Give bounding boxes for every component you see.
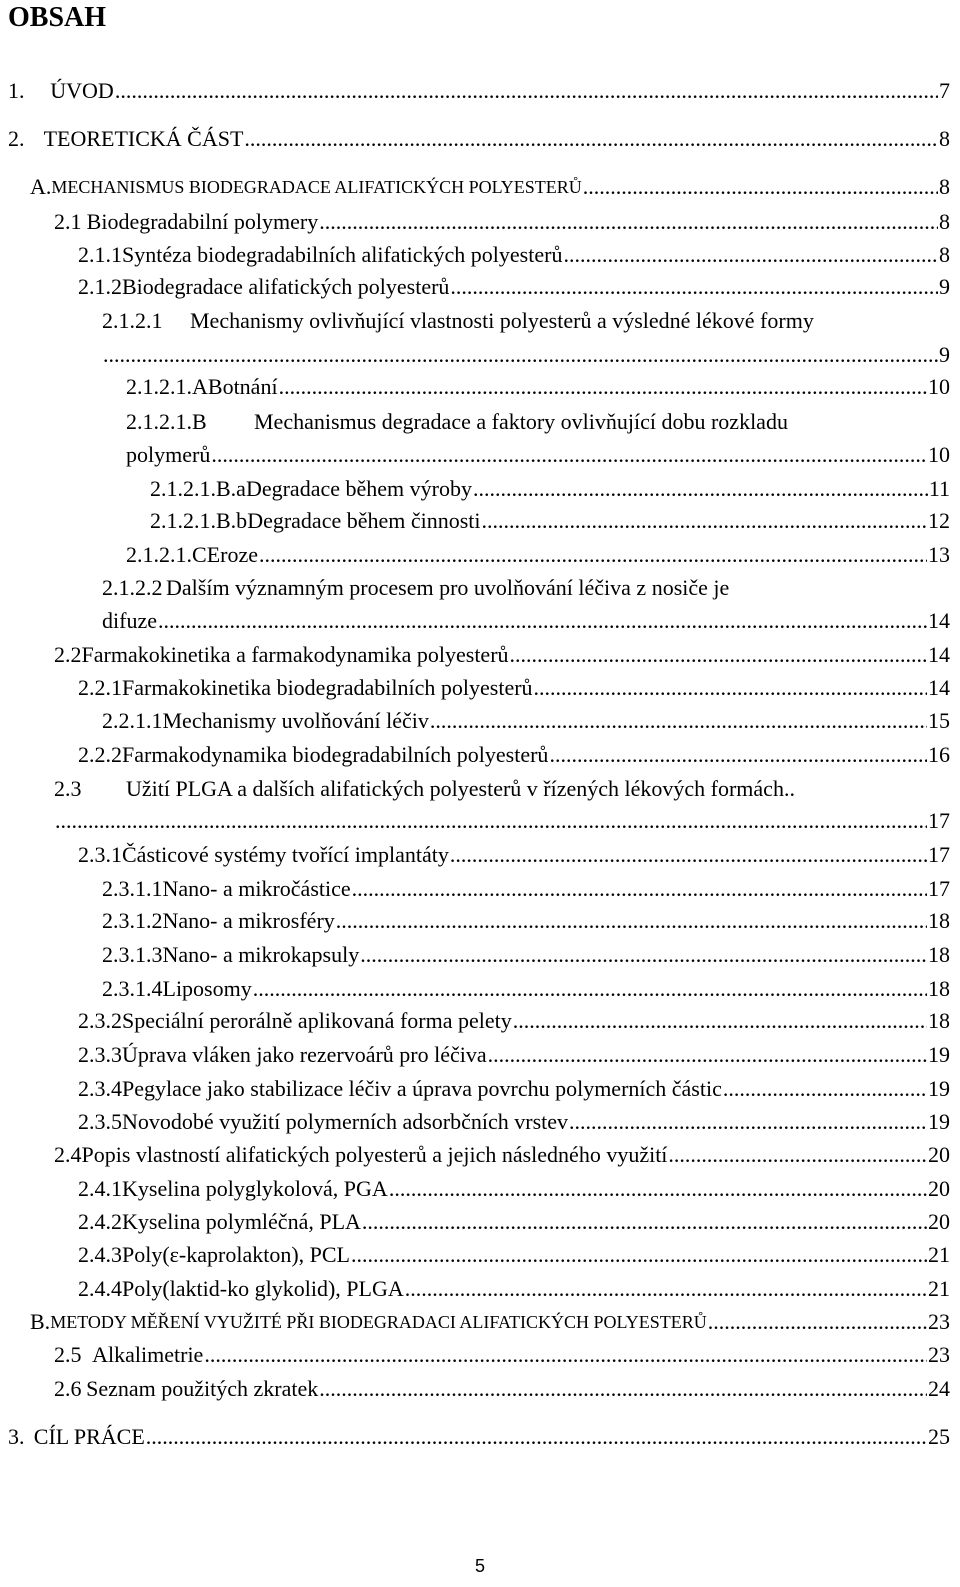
toc-number: 2.1.2.1.B.a: [150, 476, 246, 501]
toc-entry[interactable]: [150, 502, 950, 534]
toc-entry-continuation[interactable]: [54, 802, 950, 834]
toc-page-number: 9: [939, 274, 950, 299]
toc-number: 2.3.2: [78, 1008, 122, 1033]
toc-entry[interactable]: [78, 1203, 950, 1235]
dot-leader: [336, 908, 927, 934]
dot-leader: [549, 742, 927, 768]
toc-entry[interactable]: [102, 970, 950, 1002]
toc-page-number: 8: [939, 209, 950, 234]
toc-page-number: 14: [928, 608, 950, 633]
toc-page-number: 21: [928, 1242, 950, 1267]
toc-number: 2.2.1.1: [102, 708, 163, 733]
toc-entry[interactable]: [54, 1336, 950, 1368]
toc-number: 2.3.1.2: [102, 908, 163, 933]
dot-leader: [708, 1309, 927, 1335]
toc-title: Botnání: [207, 374, 278, 399]
toc-page-number: 21: [928, 1276, 950, 1301]
page-number-footer: 5: [474, 1556, 485, 1576]
toc-title: METODY MĚŘENÍ VYUŽITÉ PŘI BIODEGRADACI ALIFATICKÝCH POLYESTERŮ: [50, 1312, 707, 1332]
toc-entry[interactable]: [54, 1370, 950, 1402]
toc-number: 2.2.1: [78, 675, 122, 700]
toc-title: Eroze: [206, 542, 258, 567]
toc-page-number: ..: [783, 776, 795, 801]
toc-title: Nano- a mikrosféry: [162, 908, 335, 933]
toc-number: 2.4: [54, 1142, 82, 1167]
toc-page-number: 17: [928, 842, 950, 867]
toc-title: Nano- a mikrokapsuly: [162, 942, 360, 967]
toc-page-number: 19: [928, 1042, 950, 1067]
toc-entry[interactable]: [126, 403, 950, 435]
toc-entry[interactable]: [78, 1103, 950, 1135]
toc-page-number: 23: [928, 1342, 950, 1367]
dot-leader: [510, 642, 927, 668]
toc-title: Dalším významným procesem pro uvolňování léčiva z nosiče je: [166, 575, 730, 600]
dot-leader: [352, 876, 927, 902]
toc-page-number: 20: [928, 1176, 950, 1201]
toc-page-number: 8: [939, 174, 950, 199]
toc-number: B.: [30, 1309, 51, 1334]
toc-entry-continuation[interactable]: [102, 602, 950, 634]
toc-page-number: 11: [928, 476, 950, 501]
dot-leader: [158, 608, 927, 634]
toc-page-number: 9: [939, 342, 950, 367]
toc-entry[interactable]: [102, 936, 950, 968]
toc-page-number: 12: [928, 508, 950, 533]
toc-entry[interactable]: [8, 120, 950, 152]
toc-entry[interactable]: [54, 203, 950, 235]
dot-leader: [534, 675, 927, 701]
toc-number: 2.1.1: [78, 242, 122, 267]
toc-number: 2.6: [54, 1376, 82, 1401]
toc-entry[interactable]: [126, 368, 950, 400]
dot-leader: [513, 1008, 927, 1034]
toc-number: A.: [30, 174, 52, 199]
toc-number: 2.3.5: [78, 1109, 122, 1134]
toc-entry[interactable]: [78, 836, 950, 868]
toc-number: 2.2.2: [78, 742, 122, 767]
toc-title: Farmakokinetika a farmakodynamika polyesterů: [81, 642, 509, 667]
toc-page-number: 14: [928, 642, 950, 667]
toc-number: 2.3.1.4: [102, 976, 163, 1001]
toc-entry[interactable]: [78, 1170, 950, 1202]
toc-number: 2.1.2.1.B.b: [150, 508, 248, 533]
toc-page-number: 19: [928, 1076, 950, 1101]
toc-title: Novodobé využití polymerních adsorbčních vrstev: [122, 1109, 569, 1134]
dot-leader: [259, 542, 927, 568]
toc-title: Liposomy: [162, 976, 252, 1001]
page-title: OBSAH: [8, 2, 107, 33]
dot-leader: [389, 1176, 927, 1202]
toc-number: 2.3.1.1: [102, 876, 163, 901]
toc-number: 2.1.2.1: [102, 308, 163, 333]
dot-leader: [319, 209, 938, 235]
toc-entry[interactable]: [78, 1036, 950, 1068]
toc-title: Mechanismy ovlivňující vlastnosti polyesterů a výsledné lékové formy: [190, 308, 814, 333]
toc-title: Užití PLGA a dalších alifatických polyesterů v řízených lékových formách: [126, 776, 784, 801]
toc-page-number: 25: [928, 1424, 950, 1449]
toc-page-number: 15: [928, 708, 950, 733]
dot-leader: [569, 1109, 927, 1135]
toc-entry[interactable]: [54, 770, 950, 802]
toc-entry-continuation[interactable]: [102, 336, 950, 368]
toc-number: 2.3.3: [78, 1042, 122, 1067]
toc-page-number: 8: [939, 242, 950, 267]
toc-page-number: 17: [928, 808, 950, 833]
toc-entry[interactable]: [54, 636, 950, 668]
toc-title: Kyselina polymléčná, PLA: [122, 1209, 361, 1234]
toc-title: Farmakodynamika biodegradabilních polyesterů: [122, 742, 549, 767]
toc-number: 2.1.2: [78, 274, 122, 299]
dot-leader: [351, 1242, 927, 1268]
dot-leader: [563, 242, 938, 268]
toc-entry[interactable]: [78, 669, 950, 701]
toc-number: 2.3.1.3: [102, 942, 163, 967]
toc-title: Biodegradace alifatických polyesterů: [122, 274, 450, 299]
toc-title: Pegylace jako stabilizace léčiv a úprava povrchu polymerních částic: [122, 1076, 722, 1101]
toc-entry[interactable]: [78, 736, 950, 768]
toc-number: 2.4.1: [78, 1176, 122, 1201]
toc-entry[interactable]: [30, 1303, 950, 1335]
toc-entry[interactable]: [78, 1270, 950, 1302]
toc-title: TEORETICKÁ ČÁST: [43, 126, 244, 151]
dot-leader: [204, 1342, 927, 1368]
toc-title: Poly(ε-kaprolakton), PCL: [122, 1242, 350, 1267]
toc-number: 2.4.4: [78, 1276, 122, 1301]
toc-number: 2.3.4: [78, 1076, 122, 1101]
toc-page-number: 17: [928, 876, 950, 901]
toc-title: difuze: [102, 608, 157, 633]
toc-page-number: 18: [928, 976, 950, 1001]
toc-title: Nano- a mikročástice: [162, 876, 351, 901]
dot-leader: [583, 174, 938, 200]
dot-leader: [362, 1209, 927, 1235]
dot-leader: [103, 342, 938, 368]
dot-leader: [723, 1076, 927, 1102]
toc-entry[interactable]: [78, 268, 950, 300]
toc-title: Kyselina polyglykolová, PGA: [122, 1176, 388, 1201]
toc-title: polymerů: [126, 442, 211, 467]
toc-page-number: 10: [928, 374, 950, 399]
toc-entry[interactable]: [102, 302, 950, 334]
toc-page-number: 8: [939, 126, 950, 151]
toc-title: Popis vlastností alifatických polyesterů a jejich následného využití: [81, 1142, 668, 1167]
toc-title: Alkalimetrie: [92, 1342, 204, 1367]
toc-entry[interactable]: [8, 72, 950, 104]
toc-number: 2.3.1: [78, 842, 122, 867]
toc-number: 2.3: [54, 776, 82, 801]
toc-page-number: 13: [928, 542, 950, 567]
toc-title: Mechanismus degradace a faktory ovlivňující dobu rozkladu: [254, 409, 788, 434]
dot-leader: [211, 442, 927, 468]
dot-leader: [488, 1042, 927, 1068]
dot-leader: [360, 942, 927, 968]
toc-number: 3.: [8, 1424, 25, 1449]
toc-number: 2.5: [54, 1342, 82, 1367]
toc-title: Poly(laktid-ko glykolid), PLGA: [122, 1276, 404, 1301]
dot-leader: [253, 976, 927, 1002]
toc-page-number: 20: [928, 1142, 950, 1167]
toc-page-number: 16: [928, 742, 950, 767]
toc-number: 1.: [8, 78, 25, 103]
toc-entry[interactable]: [126, 536, 950, 568]
toc-number: 2.: [8, 126, 25, 151]
dot-leader: [450, 274, 938, 300]
toc-entry[interactable]: [78, 1236, 950, 1268]
toc-title: Degradace během činnosti: [247, 508, 481, 533]
toc-page-number: 18: [928, 908, 950, 933]
dot-leader: [279, 374, 927, 400]
toc-entry[interactable]: [78, 1070, 950, 1102]
toc-title: Částicové systémy tvořící implantáty: [122, 842, 449, 867]
toc-number: 2.4.3: [78, 1242, 122, 1267]
dot-leader: [430, 708, 927, 734]
toc-number: 2.1.2.1.B: [126, 409, 207, 434]
toc-number: 2.2: [54, 642, 82, 667]
toc-title: Úprava vláken jako rezervoárů pro léčiva: [122, 1042, 487, 1067]
dot-leader: [450, 842, 927, 868]
toc-title: CÍL PRÁCE: [33, 1424, 145, 1449]
toc-number: 2.1.2.1.C: [126, 542, 207, 567]
dot-leader: [405, 1276, 927, 1302]
dot-leader: [319, 1376, 927, 1402]
toc-title: Syntéza biodegradabilních alifatických polyesterů: [122, 242, 563, 267]
toc-entry[interactable]: [78, 1002, 950, 1034]
toc-number: 2.1.2.1.A: [126, 374, 208, 399]
toc-entry[interactable]: [102, 870, 950, 902]
toc-entry[interactable]: [78, 236, 950, 268]
toc-page-number: 18: [928, 1008, 950, 1033]
dot-leader: [115, 78, 938, 104]
toc-number: 2.1.2.2: [102, 575, 163, 600]
toc-title: ÚVOD: [50, 78, 114, 103]
toc-page-number: 23: [928, 1309, 950, 1334]
dot-leader: [146, 1424, 927, 1450]
toc-title: Farmakokinetika biodegradabilních polyesterů: [122, 675, 533, 700]
toc-page-number: 18: [928, 942, 950, 967]
toc-title: Mechanismy uvolňování léčiv: [162, 708, 429, 733]
dot-leader: [482, 508, 927, 534]
toc-title: Speciální perorálně aplikovaná forma pelety: [122, 1008, 512, 1033]
toc-title: Seznam použitých zkratek: [86, 1376, 319, 1401]
toc-entry[interactable]: [150, 470, 950, 502]
toc-title: Degradace během výroby: [245, 476, 472, 501]
dot-leader: [668, 1142, 927, 1168]
toc-page-number: 7: [939, 78, 950, 103]
toc-page-number: 19: [928, 1109, 950, 1134]
toc-title: MECHANISMUS BIODEGRADACE ALIFATICKÝCH POLYESTERŮ: [51, 177, 582, 197]
toc-entry-continuation[interactable]: [126, 436, 950, 468]
toc-entry[interactable]: [30, 168, 950, 200]
toc-page-number: 14: [928, 675, 950, 700]
toc-entry[interactable]: [102, 569, 950, 601]
dot-leader: [244, 126, 938, 152]
toc-page-number: 24: [928, 1376, 950, 1401]
toc-page-number: 10: [928, 442, 950, 467]
toc-entry[interactable]: [8, 1418, 950, 1450]
toc-entry[interactable]: [54, 1136, 950, 1168]
toc-number: 2.4.2: [78, 1209, 122, 1234]
toc-title: Biodegradabilní polymery: [86, 209, 319, 234]
toc-page-number: 20: [928, 1209, 950, 1234]
toc-number: 2.1: [54, 209, 82, 234]
dot-leader: [473, 476, 928, 502]
toc-entry[interactable]: [102, 902, 950, 934]
dot-leader: [55, 808, 927, 834]
toc-entry[interactable]: [102, 702, 950, 734]
